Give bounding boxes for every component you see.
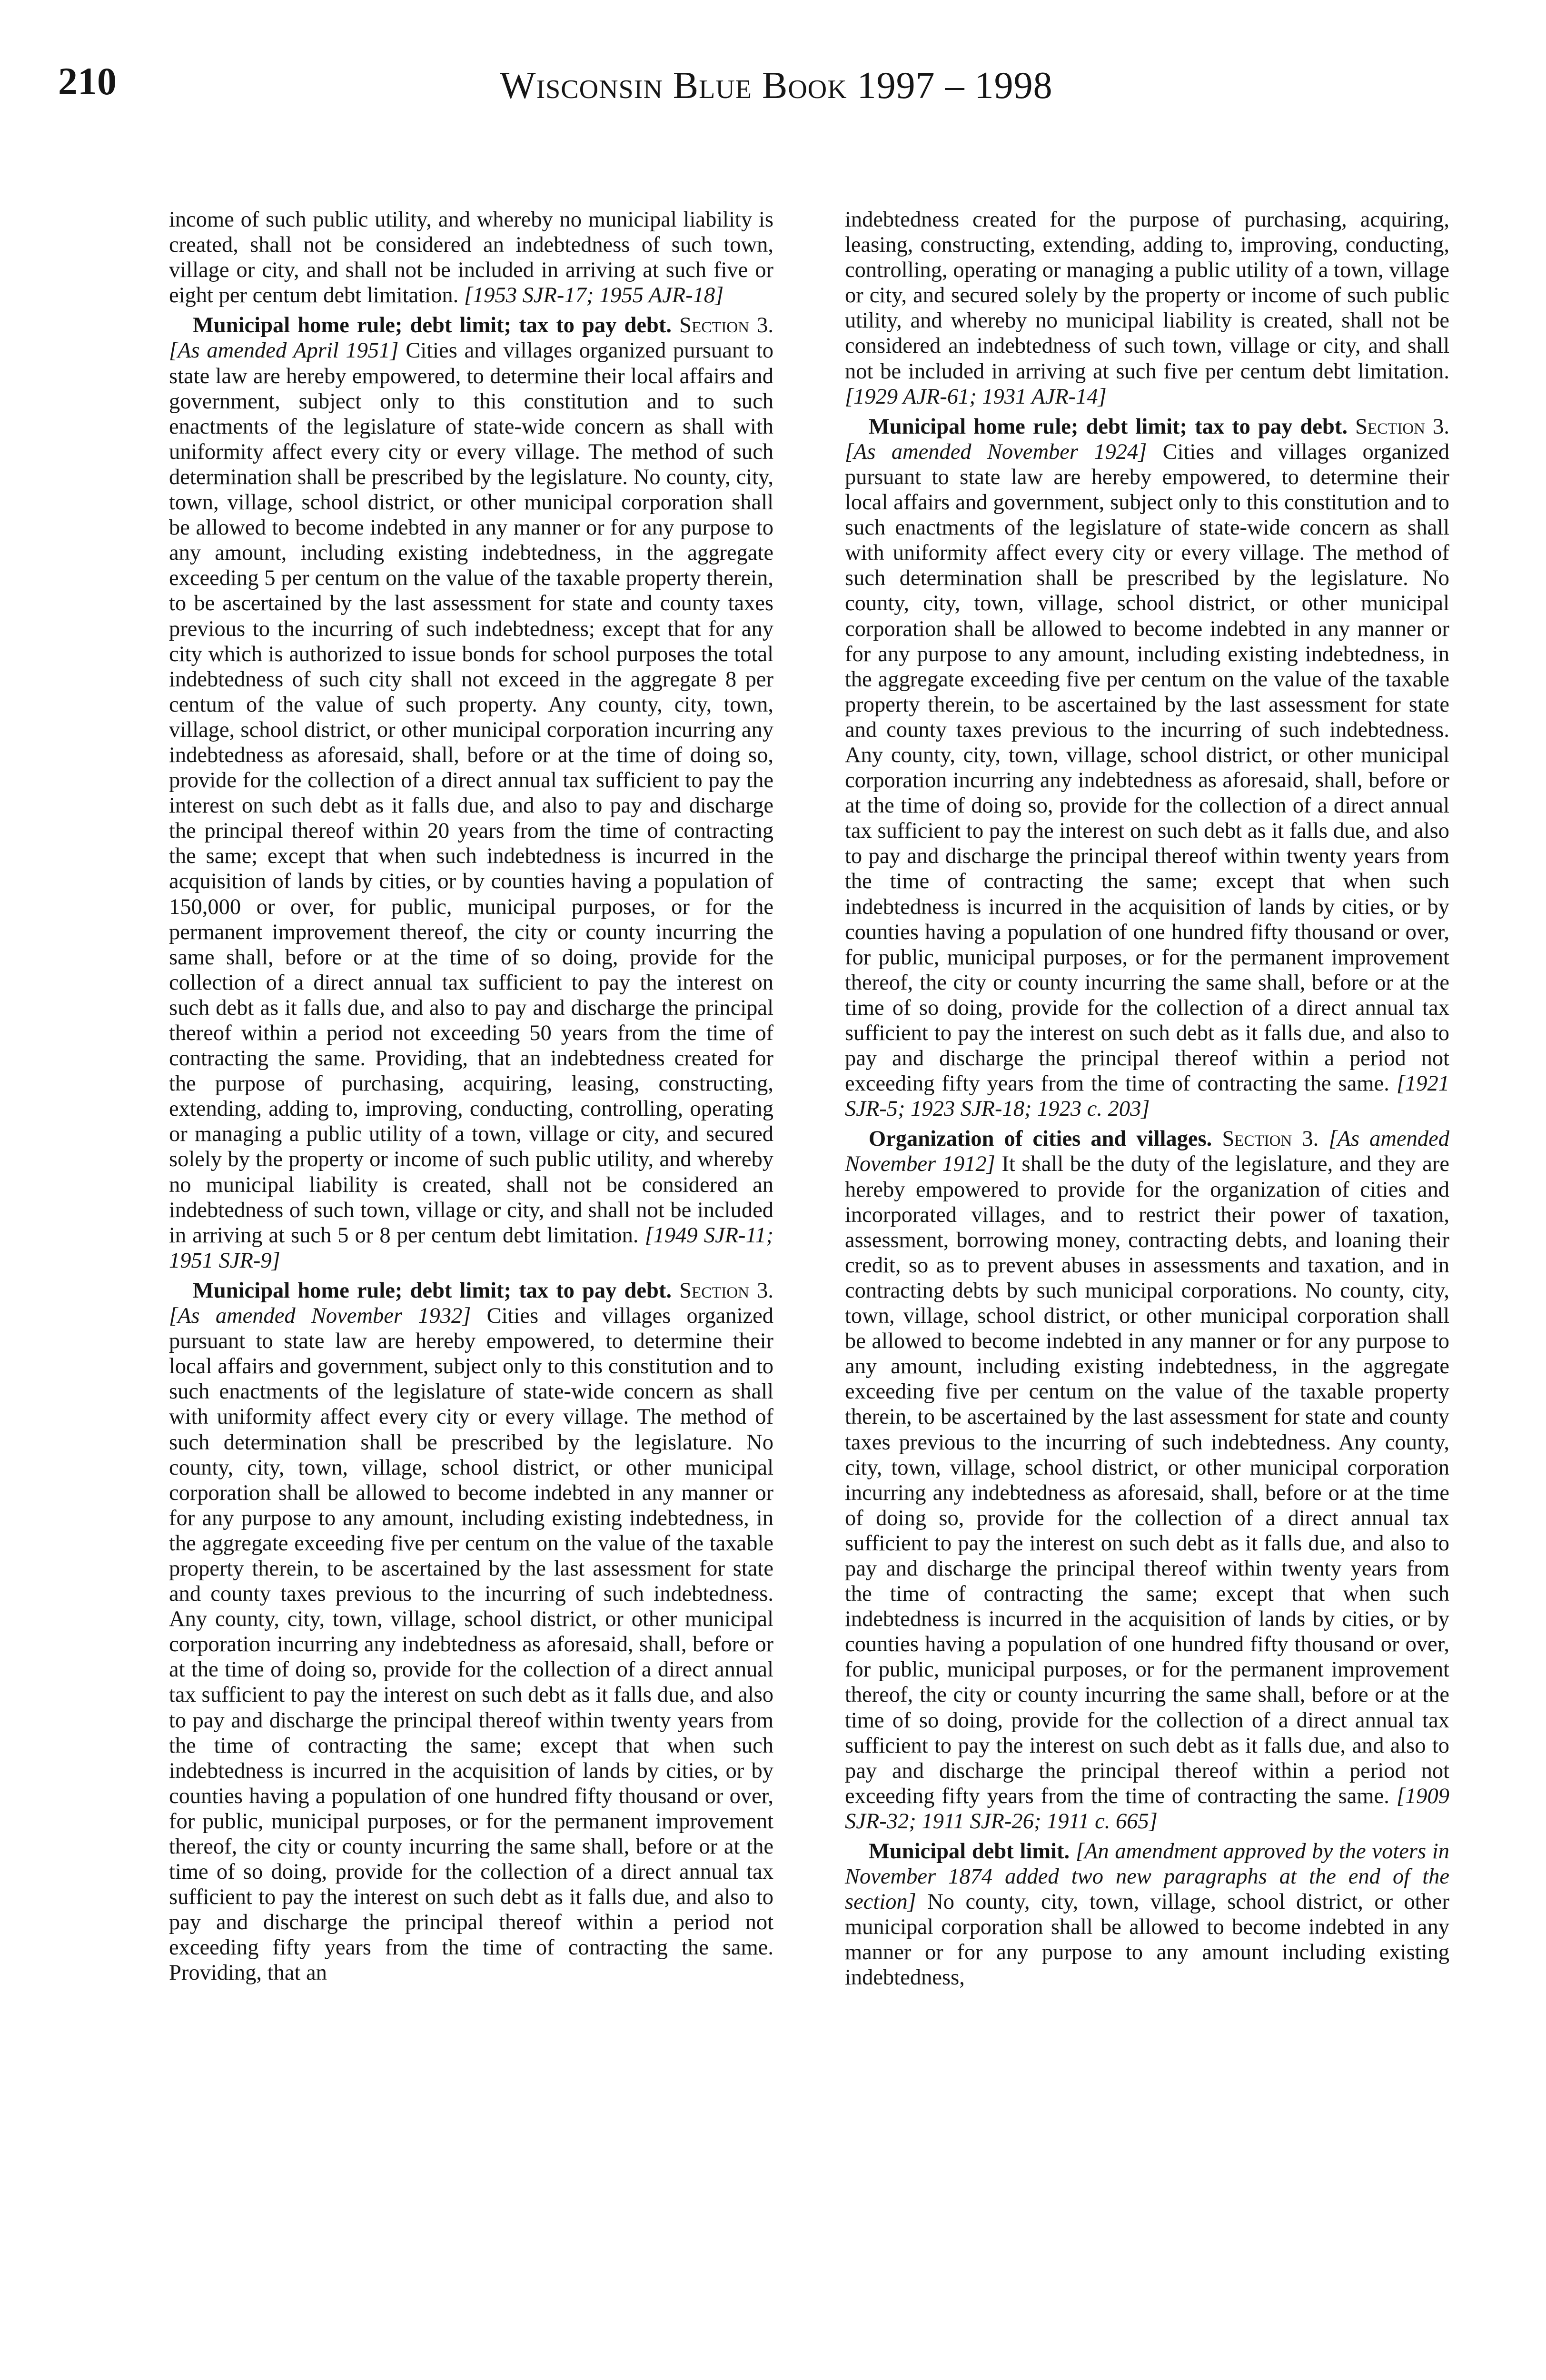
section-paragraph [845, 1126, 1449, 1834]
section-number: Section 3. [1222, 1127, 1319, 1151]
section-heading: Municipal home rule; debt limit; tax to pay debt. [193, 1278, 672, 1303]
running-title: Wisconsin Blue Book 1997 – 1998 [500, 65, 1053, 107]
paragraph-text: Cities and villages organized pursuant to state law are hereby empowered, to determine their local affairs and government, subject only to this constitution and to such enactments of the legislature of state-wide concern as shall with uniformity affect every city or every village. The method of such determination shall be prescribed by the legislature. No county, city, town, village, school district, or other municipal corporation shall be allowed to become indebted in any manner or for any purpose to any amount, including existing indebtedness, in the aggregate exceeding 5 per centum on the value of the taxable property therein, to be ascertained by the last assessment for state and county taxes previous to the incurring of such indebtedness; except that for any city which is authorized to issue bonds for school purposes the total indebtedness of such city shall not exceed in the aggregate 8 per centum of the value of such property. Any county, city, town, village, school district, or other municipal corporation incurring any indebtedness as aforesaid, shall, before or at the time of doing so, provide for the collection of a direct annual tax sufficient to pay the interest on such debt as it falls due, and also to pay and discharge the principal thereof within 20 years from the time of contracting the same; except that when such indebtedness is incurred in the acquisition of lands by cities, or by counties having a population of 150,000 or over, for public, municipal purposes, or for the permanent improvement thereof, the city or county incurring the same shall, before or at the time of so doing, provide for the collection of a direct annual tax sufficient to pay the interest on such debt as it falls due, and also to pay and discharge the principal thereof within a period not exceeding 50 years from the time of contracting the same. Providing, that an indebtedness created for the purpose of purchasing, acquiring, leasing, constructing, extending, adding to, improving, conducting, controlling, operating or managing a public utility of a town, village or city, and secured solely by the property or income of such public utility, and whereby no municipal liability is created, shall not be considered an indebtedness of such town, village or city, and shall not be included in arriving at such 5 or 8 per centum debt limitation. [169, 338, 773, 1248]
section-heading: Municipal home rule; debt limit; tax to pay debt. [193, 313, 672, 338]
amendment-note: [An amendment approved by the voters in November 1874 added two new paragraphs at the end of the section] [845, 1839, 1450, 1914]
section-heading: Municipal debt limit. [869, 1839, 1070, 1864]
amendment-note: [As amended April 1951] [169, 338, 399, 363]
paragraph-text: No county, city, town, village, school district, or other municipal corporation shall be allowed to become indebted in any manner or for any purpose to any amount including existing indebtedness, [845, 1890, 1449, 1990]
paragraph [845, 207, 1449, 409]
citation: [1921 SJR-5; 1923 SJR-18; 1923 c. 203] [845, 1071, 1450, 1121]
page-header [0, 0, 1546, 143]
section-paragraph [169, 1278, 773, 1986]
section-paragraph [845, 414, 1449, 1122]
section-number: Section 3. [679, 1278, 774, 1303]
paragraph-text: Cities and villages organized pursuant to state law are hereby empowered, to determine their local affairs and government, subject only to this constitution and to such enactments of the legislature of state-wide concern as shall with uniformity affect every city or every village. The method of such determination shall be prescribed by the legislature. No county, city, town, village, school district, or other municipal corporation shall be allowed to become indebted in any manner or for any purpose to any amount, including existing indebtedness, in the aggregate exceeding five per centum on the value of the taxable property therein, to be ascertained by the last assessment for state and county taxes previous to the incurring of such indebtedness. Any county, city, town, village, school district, or other municipal corporation incurring any indebtedness as aforesaid, shall, before or at the time of doing so, provide for the collection of a direct annual tax sufficient to pay the interest on such debt as it falls due, and also to pay and discharge the principal thereof within twenty years from the time of contracting the same; except that when such indebtedness is incurred in the acquisition of lands by cities, or by counties having a population of one hundred fifty thousand or over, for public, municipal purposes, or for the permanent improvement thereof, the city or county incurring the same shall, before or at the time of so doing, provide for the collection of a direct annual tax sufficient to pay the interest on such debt as it falls due, and also to pay and discharge the principal thereof within a period not exceeding fifty years from the time of contracting the same. [845, 439, 1450, 1096]
paragraph-text: indebtedness created for the purpose of purchasing, acquiring, leasing, constructing, extending, adding to, improving, conducting, controlling, operating or managing a public utility of a town, village or city, and secured solely by the property or income of such public utility, and whereby no municipal liability is created, shall not be considered an indebtedness of such town, village or city, and shall not be included in arriving at such five per centum debt limitation. [845, 208, 1449, 384]
section-paragraph [169, 313, 773, 1273]
section-paragraph [845, 1839, 1449, 1991]
section-number: Section 3. [679, 313, 774, 338]
citation: [1929 AJR-61; 1931 AJR-14] [845, 384, 1107, 409]
right-column [845, 207, 1449, 1991]
paragraph-text: income of such public utility, and whereby no municipal liability is created, shall not be considered an indebtedness of such town, village or city, and shall not be included in arriving at such five or eight per centum debt limitation. [169, 208, 773, 308]
left-column [169, 207, 773, 1986]
paragraph-text: Cities and villages organized pursuant to state law are hereby empowered, to determine their local affairs and government, subject only to this constitution and to such enactments of the legislature of state-wide concern as shall with uniformity affect every city or every village. The method of such determination shall be prescribed by the legislature. No county, city, town, village, school district, or other municipal corporation shall be allowed to become indebted in any manner or for any purpose to any amount, including existing indebtedness, in the aggregate exceeding five per centum on the value of the taxable property therein, to be ascertained by the last assessment for state and county taxes previous to the incurring of such indebtedness. Any county, city, town, village, school district, or other municipal corporation incurring any indebtedness as aforesaid, shall, before or at the time of doing so, provide for the collection of a direct annual tax sufficient to pay the interest on such debt as it falls due, and also to pay and discharge the principal thereof within twenty years from the time of contracting the same; except that when such indebtedness is incurred in the acquisition of lands by cities, or by counties having a population of one hundred fifty thousand or over, for public, municipal purposes, or for the permanent improvement thereof, the city or county incurring the same shall, before or at the time of so doing, provide for the collection of a direct annual tax sufficient to pay the interest on such debt as it falls due, and also to pay and discharge the principal thereof within a period not exceeding fifty years from the time of contracting the same. Providing, that an [169, 1304, 774, 1985]
paragraph [169, 207, 773, 308]
amendment-note: [As amended November 1924] [845, 439, 1147, 464]
section-number: Section 3. [1355, 414, 1450, 439]
section-heading: Municipal home rule; debt limit; tax to pay debt. [869, 414, 1348, 439]
amendment-note: [As amended November 1932] [169, 1304, 471, 1329]
citation: [1953 SJR-17; 1955 AJR-18] [464, 283, 724, 308]
citation: [1949 SJR-11; 1951 SJR-9] [169, 1223, 774, 1273]
citation: [1909 SJR-32; 1911 SJR-26; 1911 c. 665] [845, 1784, 1450, 1834]
page-number: 210 [58, 60, 117, 103]
amendment-note: [As amended November 1912] [845, 1127, 1450, 1177]
section-heading: Organization of cities and villages. [869, 1127, 1212, 1151]
paragraph-text: It shall be the duty of the legislature, and they are hereby empowered to provide for the organization of cities and incorporated villages, and to restrict their power of taxation, assessment, borrowing money, contracting debts, and loaning their credit, so as to prevent abuses in assessments and taxation, and in contracting debts by such municipal corporations. No county, city, town, village, school district, or other municipal corporation shall be allowed to become indebted in any manner or for any purpose to any amount, including existing indebtedness, in the aggregate exceeding five per centum on the value of the taxable property therein, to be ascertained by the last assessment for state and county taxes previous to the incurring of such indebtedness. Any county, city, town, village, school district, or other municipal corporation incurring any indebtedness as aforesaid, shall, before or at the time of doing so, provide for the collection of a direct annual tax sufficient to pay the interest on such debt as it falls due, and also to pay and discharge the principal thereof within twenty years from the time of contracting the same; except that when such indebtedness is incurred in the acquisition of lands by cities, or by counties having a population of one hundred fifty thousand or over, for public, municipal purposes, or for the permanent improvement thereof, the city or county incurring the same shall, before or at the time of so doing, provide for the collection of a direct annual tax sufficient to pay the interest on such debt as it falls due, and also to pay and discharge the principal thereof within a period not exceeding fifty years from the time of contracting the same. [845, 1152, 1449, 1808]
